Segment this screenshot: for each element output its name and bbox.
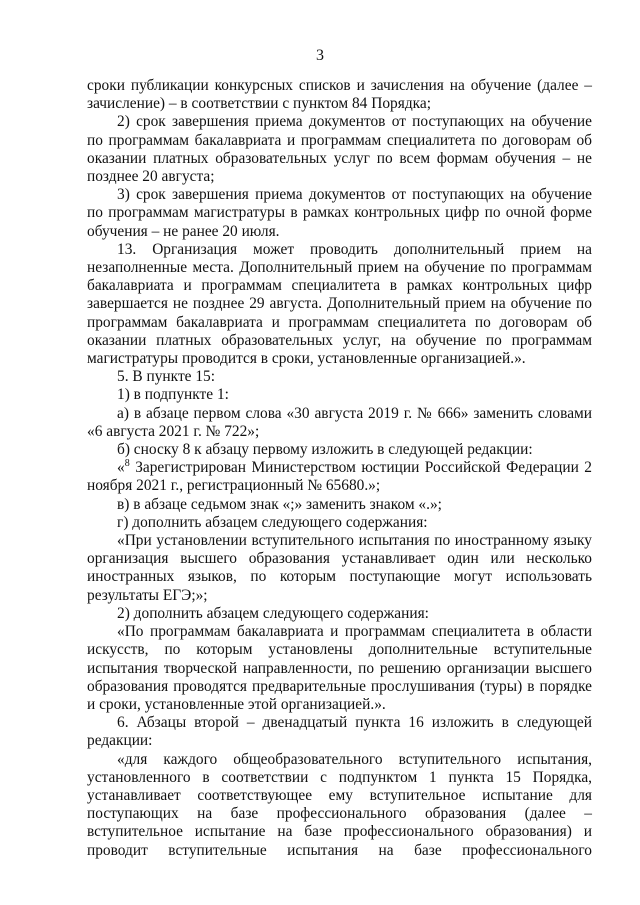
paragraph: «для каждого общеобразовательного вступительного испытания, установленного в соответствии с подпунктом 1 пункта 15 Порядка, устанавливает соответствующее ему вступительное испытание для поступающих на базе профессионального образования (далее – вступительное испытание на базе профессионального образования) и проводит вступительные испытания на базе профессионального xyxy=(87,750,592,859)
paragraph: 3) срок завершения приема документов от поступающих на обучение по программам магистратуры в рамках контрольных цифр по очной форме обучения – не ранее 20 июля. xyxy=(87,186,592,240)
paragraph: а) в абзаце первом слова «30 августа 2019 г. № 666» заменить словами «6 августа 2021 г. № 722»; xyxy=(87,404,592,440)
footnote-marker: 8 xyxy=(124,458,130,470)
paragraph: 1) в подпункте 1: xyxy=(117,386,229,404)
paragraph: 6. Абзацы второй – двенадцатый пункта 16 изложить в следующей редакции: xyxy=(87,714,592,750)
paragraph: «При установлении вступительного испытания по иностранному языку организация высшего образования устанавливает один или несколько иностранных языков, по которым поступающие могут использовать результаты ЕГЭ;»; xyxy=(87,532,592,604)
paragraph: б) сноску 8 к абзацу первому изложить в следующей редакции: xyxy=(117,441,533,459)
paragraph: «По программам бакалавриата и программам специалитета в области искусств, по которым установлены дополнительные вступительные испытания творческой направленности, по решению организации высшего образования проводятся предварительные прослушивания (туры) в порядке и сроки, установленные этой организацией.». xyxy=(87,623,592,713)
paragraph: 5. В пункте 15: xyxy=(117,368,216,386)
paragraph: г) дополнить абзацем следующего содержания: xyxy=(117,513,428,531)
paragraph: 2) срок завершения приема документов от поступающих на обучение по программам бакалавриата и программам специалитета по договорам об оказании платных образовательных услуг по всем формам обучения – не позднее 20 августа; xyxy=(87,113,592,186)
document-body xyxy=(87,77,592,860)
footnote-paragraph: «$^8$ Зарегистрирован Министерством юстиции Российской Федерации 2 ноября 2021 г., регистрационный № 65680.»; xyxy=(87,458,592,495)
paragraph: в) в абзаце седьмом знак «;» заменить знаком «.»; xyxy=(117,495,442,513)
paragraph: сроки публикации конкурсных списков и зачисления на обучение (далее – зачисление) – в соответствии с пунктом 84 Порядка; xyxy=(87,77,592,113)
paragraph: 2) дополнить абзацем следующего содержания: xyxy=(117,604,429,622)
paragraph: 13. Организация может проводить дополнительный прием на незаполненные места. Дополнительный прием на обучение по программам бакалавриата и программам специалитета в рамках контрольных цифр завершается не позднее 29 августа. Дополнительный прием на обучение по программам бакалавриата и программам специалитета по договорам об оказании платных образовательных услуг, на обучение по программам магистратуры проводится в сроки, установленные организацией.». xyxy=(87,240,592,368)
page-number: 3 xyxy=(316,47,324,64)
